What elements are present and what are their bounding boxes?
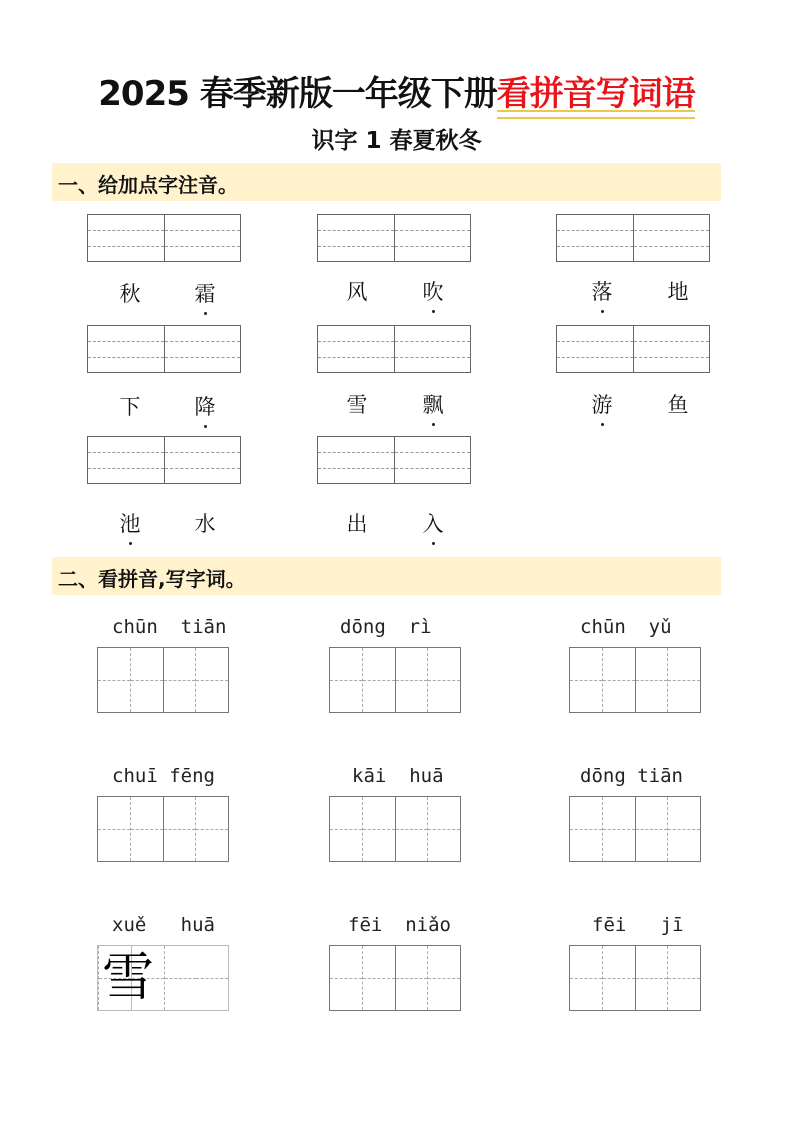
written-answer-character: 雪 bbox=[102, 948, 155, 1008]
character: 地 bbox=[667, 280, 689, 304]
section-1-heading: 一、给加点字注音。 bbox=[58, 173, 238, 197]
pinyin-writing-box[interactable] bbox=[317, 214, 471, 262]
character-grid-box[interactable] bbox=[569, 945, 701, 1011]
character: 鱼 bbox=[667, 393, 689, 417]
dotted-character: 飘 bbox=[418, 389, 448, 419]
pinyin-label: fēi jī bbox=[592, 914, 684, 936]
pinyin-label: fēi niǎo bbox=[348, 914, 451, 936]
dotted-character: 落 bbox=[587, 276, 617, 306]
worksheet-title bbox=[0, 66, 793, 115]
pinyin-label: chūn yǔ bbox=[580, 616, 672, 638]
pinyin-label: kāi huā bbox=[352, 765, 444, 787]
pinyin-label: xuě huā bbox=[112, 914, 215, 936]
character: 出 bbox=[346, 512, 368, 536]
pinyin-writing-box[interactable] bbox=[317, 436, 471, 484]
dotted-character: 入 bbox=[418, 508, 448, 538]
pinyin-writing-box[interactable] bbox=[87, 436, 241, 484]
character: 风 bbox=[346, 280, 368, 304]
dotted-character: 游 bbox=[587, 389, 617, 419]
dotted-character: 吹 bbox=[418, 276, 448, 306]
pinyin-writing-box[interactable] bbox=[87, 214, 241, 262]
character-grid-box[interactable] bbox=[569, 647, 701, 713]
title-highlight: 看拼音写词语 bbox=[497, 66, 695, 115]
character: 雪 bbox=[346, 393, 368, 417]
pinyin-label: dōng rì bbox=[340, 616, 432, 638]
pinyin-writing-box[interactable] bbox=[317, 325, 471, 373]
section-2-heading: 二、看拼音,写字词。 bbox=[58, 567, 246, 591]
section-2-heading-band bbox=[52, 557, 721, 595]
pinyin-label: chuī fēng bbox=[112, 765, 215, 787]
character-grid-box[interactable] bbox=[329, 647, 461, 713]
dotted-character: 霜 bbox=[190, 278, 220, 308]
pinyin-label: chūn tiān bbox=[112, 616, 227, 638]
pinyin-label: dōng tiān bbox=[580, 765, 683, 787]
character: 秋 bbox=[119, 282, 141, 306]
dotted-character: 池 bbox=[115, 508, 145, 538]
character-grid-box[interactable] bbox=[97, 796, 229, 862]
character-grid-box[interactable] bbox=[97, 647, 229, 713]
pinyin-writing-box[interactable] bbox=[556, 325, 710, 373]
title-main: 2025 春季新版一年级下册 bbox=[98, 74, 497, 114]
character: 下 bbox=[119, 395, 141, 419]
dotted-character: 降 bbox=[190, 391, 220, 421]
character-grid-box[interactable] bbox=[329, 796, 461, 862]
character-grid-box[interactable] bbox=[97, 945, 229, 1011]
section-1-heading-band bbox=[52, 163, 721, 201]
lesson-subtitle: 识字 1 春夏秋冬 bbox=[311, 128, 482, 154]
character-grid-box[interactable] bbox=[569, 796, 701, 862]
pinyin-writing-box[interactable] bbox=[87, 325, 241, 373]
pinyin-writing-box[interactable] bbox=[556, 214, 710, 262]
character-grid-box[interactable] bbox=[329, 945, 461, 1011]
character: 水 bbox=[194, 512, 216, 536]
